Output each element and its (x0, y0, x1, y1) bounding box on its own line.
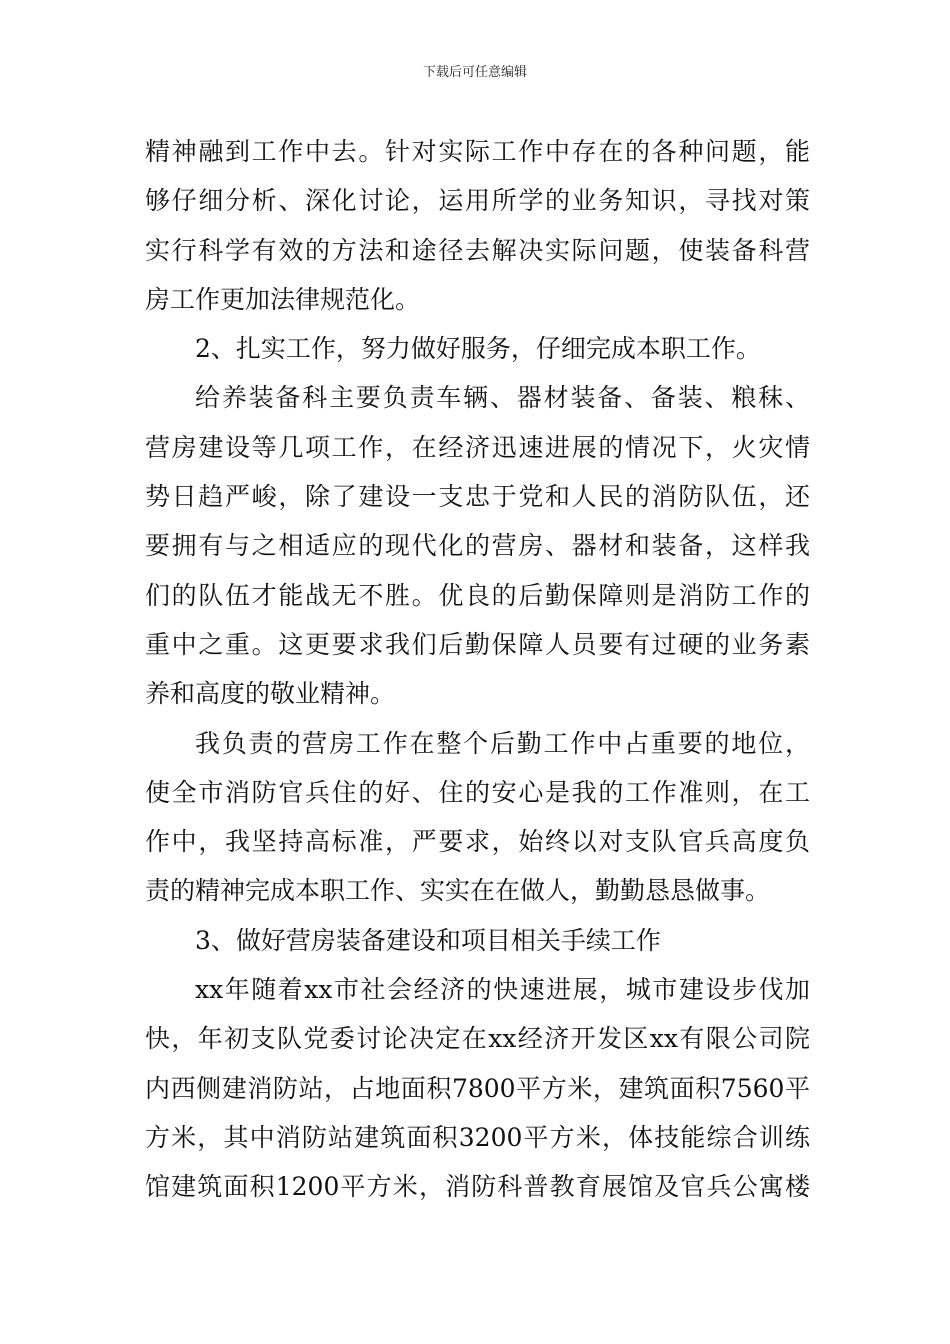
text-line: 快，年初支队党委讨论决定在xx经济开发区xx有限公司院 (145, 1024, 810, 1054)
text-line: 们的队伍才能战无不胜。优良的后勤保障则是消防工作的 (145, 580, 810, 610)
text-line: 使全市消防官兵住的好、住的安心是我的工作准则，在工 (145, 777, 810, 807)
text-line: 我负责的营房工作在整个后勤工作中占重要的地位， (195, 728, 810, 758)
text-line: 实行科学有效的方法和途径去解决实际问题，使装备科营 (145, 235, 810, 265)
text-line: 重中之重。这更要求我们后勤保障人员要有过硬的业务素 (145, 629, 810, 659)
text-line: 馆建筑面积1200平方米，消防科普教育展馆及官兵公寓楼 (145, 1172, 810, 1202)
text-line: 责的精神完成本职工作、实实在在做人，勤勤恳恳做事。 (145, 876, 771, 906)
text-line: 精神融到工作中去。针对实际工作中存在的各种问题，能 (145, 137, 810, 166)
text-line: 养和高度的敬业精神。 (145, 679, 396, 709)
section-heading: 3、做好营房装备建设和项目相关手续工作 (195, 925, 661, 955)
text-line: xx年随着xx市社会经济的快速进展，城市建设步伐加 (195, 975, 810, 1005)
text-line: 房工作更加法律规范化。 (145, 284, 421, 314)
text-line: 作中，我坚持高标准，严要求，始终以对支队官兵高度负 (145, 827, 810, 857)
text-line: 营房建设等几项工作，在经济迅速进展的情况下，火灾情 (145, 432, 810, 462)
section-heading: 2、扎实工作，努力做好服务，仔细完成本职工作。 (195, 334, 761, 364)
page-header: 下载后可任意编辑 (422, 65, 527, 80)
text-line: 给养装备科主要负责车辆、器材装备、备装、粮秣、 (195, 383, 810, 413)
text-line: 要拥有与之相适应的现代化的营房、器材和装备，这样我 (145, 531, 810, 561)
text-line: 够仔细分析、深化讨论，运用所学的业务知识，寻找对策 (145, 186, 810, 216)
text-line: 势日趋严峻，除了建设一支忠于党和人民的消防队伍，还 (145, 482, 810, 512)
text-line: 方米，其中消防站建筑面积3200平方米，体技能综合训练 (145, 1122, 810, 1152)
document-body (145, 127, 810, 1212)
text-line: 内西侧建消防站，占地面积7800平方米，建筑面积7560平 (145, 1073, 810, 1103)
